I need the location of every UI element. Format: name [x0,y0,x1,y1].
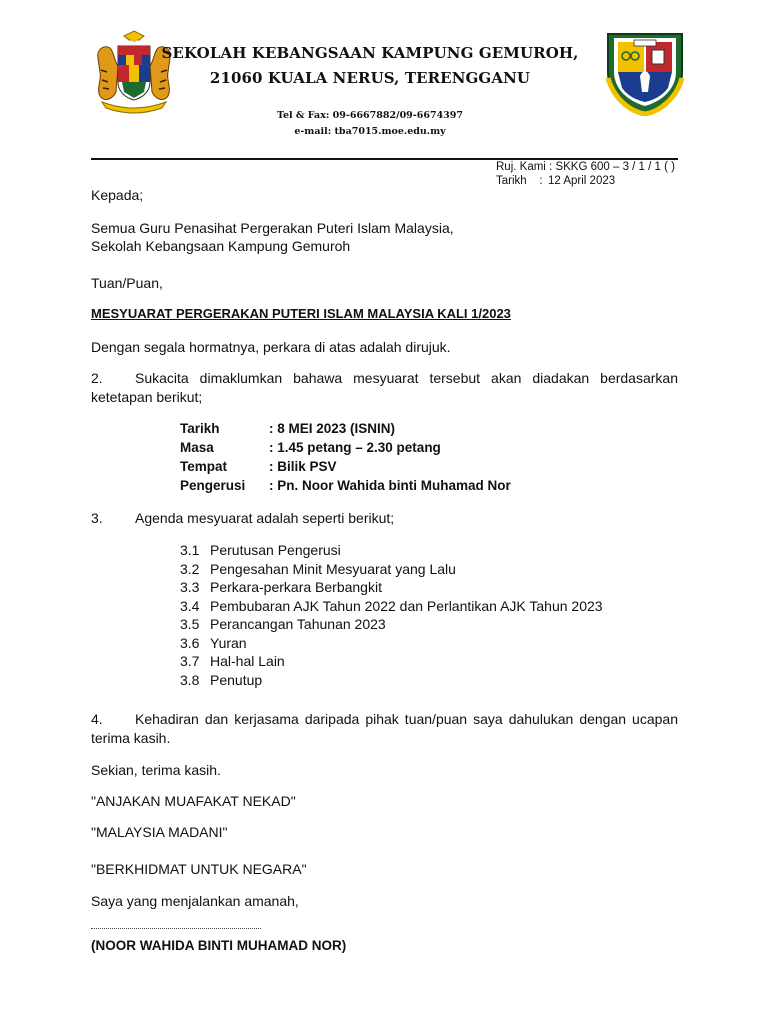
letter-title: MESYUARAT PERGERAKAN PUTERI ISLAM MALAYSIA KALI 1/2023 [91,306,511,321]
agenda-number: 3.5 [180,616,200,632]
agenda-text: Yuran [210,634,247,651]
paragraph-3 [91,509,394,528]
date-value: 12 April 2023 [548,175,616,187]
paragraph-2 [91,369,678,407]
reference-row: Ruj. Kami : SKKG 600 – 3 / 1 / 1 ( ) [496,161,675,173]
school-address: 21060 KUALA NERUS, TERENGGANU [209,69,531,87]
phone-fax: Tel & Fax: 09-6667882/09-6674397 [276,110,464,121]
reference-value: SKKG 600 – 3 / 1 / 1 ( ) [555,161,675,173]
detail-label: Tempat [180,459,228,474]
detail-value: : Pn. Noor Wahida binti Muhamad Nor [269,478,511,493]
detail-row-venue [180,457,511,476]
sign-off: Saya yang menjalankan amanah, [91,893,299,909]
detail-value: : Bilik PSV [269,459,337,474]
date-row: Tarikh : 12 April 2023 [496,175,616,187]
agenda-text: Perkara-perkara Berbangkit [210,579,382,595]
intro-paragraph: Dengan segala hormatnya, perkara di atas adalah dirujuk. [91,339,451,355]
paragraph-3-number: 3. [91,510,103,526]
detail-label: Masa [180,440,214,455]
agenda-list [180,541,603,689]
agenda-number: 3.4 [180,597,200,614]
agenda-number: 3.7 [180,653,200,669]
paragraph-4-text: Kehadiran dan kerjasama daripada pihak tuan/puan saya dahulukan dengan ucapan [135,711,678,727]
agenda-text: Perutusan Pengerusi [210,542,341,558]
detail-row-date [180,419,511,438]
list-item [180,652,603,671]
agenda-text: Pengesahan Minit Mesyuarat yang Lalu [210,560,456,577]
detail-label: Tarikh [180,421,220,436]
agenda-text: Perancangan Tahunan 2023 [210,616,386,632]
list-item [180,541,603,560]
detail-label: Pengerusi [180,478,246,493]
reference-block [496,160,675,188]
list-item [180,634,603,653]
paragraph-4-number: 4. [91,711,103,727]
list-item [180,671,603,690]
motto-1: "ANJAKAN MUAFAKAT NEKAD" [91,793,296,809]
list-item [180,578,603,597]
signature-line [91,928,261,929]
paragraph-3-text: Agenda mesyuarat adalah seperti berikut; [135,510,395,526]
school-crest-icon [604,28,686,116]
motto-2: "MALAYSIA MADANI" [91,824,228,840]
detail-row-time [180,438,511,457]
agenda-text: Hal-hal Lain [210,653,285,669]
agenda-number: 3.6 [180,634,200,651]
agenda-number: 3.8 [180,671,200,688]
detail-value: : 1.45 petang – 2.30 petang [269,440,441,455]
paragraph-4 [91,710,678,748]
addressee-label: Kepada; [91,187,144,203]
paragraph-2-continuation: ketetapan berikut; [91,389,203,405]
school-name-block [130,41,610,91]
paragraph-2-number: 2. [91,370,103,386]
paragraph-4-continuation: terima kasih. [91,730,171,746]
list-item [180,615,603,634]
email-address: e-mail: tba7015.moe.edu.my [294,126,446,137]
list-item [180,597,603,616]
signer-name: (NOOR WAHIDA BINTI MUHAMAD NOR) [91,938,347,953]
motto-3: "BERKHIDMAT UNTUK NEGARA" [91,861,307,877]
list-item [180,560,603,579]
contact-block [130,108,610,140]
salutation: Tuan/Puan, [91,275,163,291]
date-label: Tarikh [496,175,527,187]
agenda-number: 3.1 [180,542,200,558]
school-name: SEKOLAH KEBANGSAAN KAMPUNG GEMUROH, [161,44,579,62]
recipient-line-2: Sekolah Kebangsaan Kampung Gemuroh [91,238,351,254]
paragraph-2-text: Sukacita dimaklumkan bahawa mesyuarat tersebut akan diadakan berdasarkan [135,370,678,386]
reference-label: Ruj. Kami [496,161,546,173]
meeting-details [180,419,511,495]
agenda-number: 3.2 [180,560,200,577]
agenda-number: 3.3 [180,579,200,595]
agenda-text: Pembubaran AJK Tahun 2022 dan Perlantikan AJK Tahun 2023 [210,597,603,614]
detail-row-chair [180,476,511,495]
closing-line: Sekian, terima kasih. [91,762,221,778]
agenda-text: Penutup [210,671,263,688]
detail-value: : 8 MEI 2023 (ISNIN) [269,421,396,436]
recipient-line-1: Semua Guru Penasihat Pergerakan Puteri Islam Malaysia, [91,220,454,236]
